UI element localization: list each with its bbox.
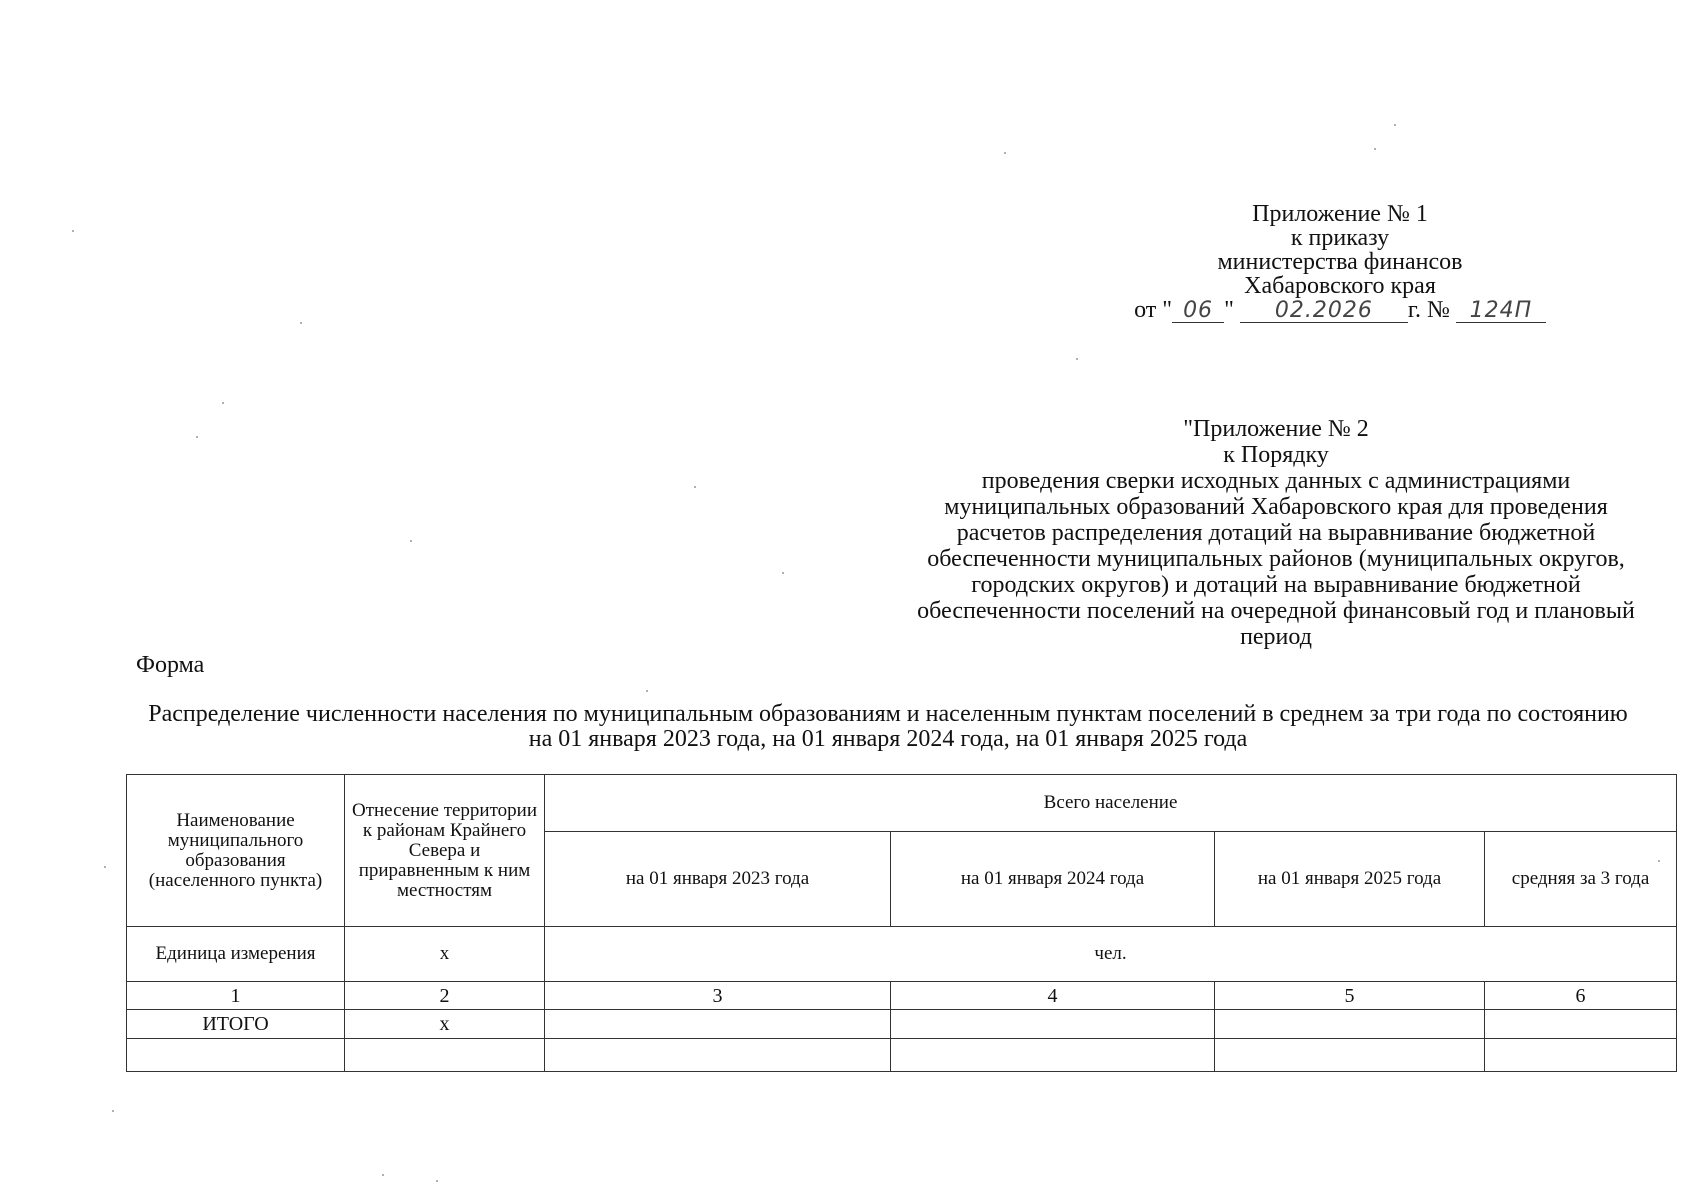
header-total-population: Всего население xyxy=(545,775,1677,832)
appendix-2-title: "Приложение № 2 xyxy=(1183,416,1369,442)
appendix-2-to-procedure: к Порядку xyxy=(1223,442,1329,468)
table-cell xyxy=(1485,1039,1677,1072)
col-number: 1 xyxy=(127,982,345,1010)
table-row xyxy=(127,1039,1677,1072)
header-average: средняя за 3 года xyxy=(1485,832,1677,927)
date-prefix: от " xyxy=(1134,297,1173,323)
header-2023: на 01 января 2023 года xyxy=(545,832,891,927)
appendix-1-to-order: к приказу xyxy=(1290,225,1390,251)
header-municipality: Наименование муниципального образования (населенного пункта) xyxy=(127,775,345,927)
table-cell xyxy=(545,1010,891,1039)
table-unit-row xyxy=(127,927,1677,982)
appendix-1-ministry: министерства финансов xyxy=(1217,249,1463,275)
table-cell xyxy=(1215,1010,1485,1039)
table-header-row xyxy=(127,775,1677,832)
table-column-numbers-row xyxy=(127,982,1677,1010)
appendix-1-region: Хабаровского края xyxy=(1244,273,1436,299)
appendix-1-title: Приложение № 1 xyxy=(1252,201,1428,227)
appendix-2-description: проведения сверки исходных данных с администрациями муниципальных образований Хабаровского края для проведения расчетов распределения дотаций на выравнивание бюджетной обеспеченности муниципальных районов (муниципальных округов, городских округов) и дотаций на выравнивание бюджетной обеспеченности поселений на очередной финансовый год и плановый период xyxy=(917,468,1635,650)
appendix-2-header xyxy=(908,416,1644,650)
header-2024: на 01 января 2024 года xyxy=(891,832,1215,927)
total-label: ИТОГО xyxy=(127,1010,345,1039)
form-label: Форма xyxy=(136,652,205,678)
table-cell xyxy=(345,1039,545,1072)
header-far-north: Отнесение территории к районам Крайнего Севера и приравненным к ним местностям xyxy=(345,775,545,927)
col-number: 5 xyxy=(1215,982,1485,1010)
document-title: Распределение численности населения по муниципальным образованиям и населенным пунктам поселений в среднем за три года по состоянию на 01 января 2023 года, на 01 января 2024 года, на 01 января 2025 года xyxy=(148,701,1628,752)
date-day-handwritten: 06 xyxy=(1172,300,1224,323)
appendix-1-header xyxy=(1080,202,1600,323)
col-number: 6 xyxy=(1485,982,1677,1010)
table-cell xyxy=(127,1039,345,1072)
table-cell xyxy=(891,1039,1215,1072)
year-number-label: г. № xyxy=(1407,297,1450,323)
order-number-handwritten: 124П xyxy=(1456,300,1546,323)
table-cell xyxy=(891,1010,1215,1039)
date-quote: " xyxy=(1224,297,1234,323)
table-cell xyxy=(1215,1039,1485,1072)
unit-label: Единица измерения xyxy=(127,927,345,982)
unit-value: чел. xyxy=(545,927,1677,982)
table-cell xyxy=(1485,1010,1677,1039)
col-number: 3 xyxy=(545,982,891,1010)
col-number: 4 xyxy=(891,982,1215,1010)
col-number: 2 xyxy=(345,982,545,1010)
appendix-1-date-line xyxy=(1080,298,1600,323)
date-month-year-handwritten: 02.2026 xyxy=(1240,300,1408,323)
table-total-row xyxy=(127,1010,1677,1039)
population-table xyxy=(126,774,1677,1072)
total-col2: х xyxy=(345,1010,545,1039)
table-cell xyxy=(545,1039,891,1072)
unit-col2: х xyxy=(345,927,545,982)
header-2025: на 01 января 2025 года xyxy=(1215,832,1485,927)
